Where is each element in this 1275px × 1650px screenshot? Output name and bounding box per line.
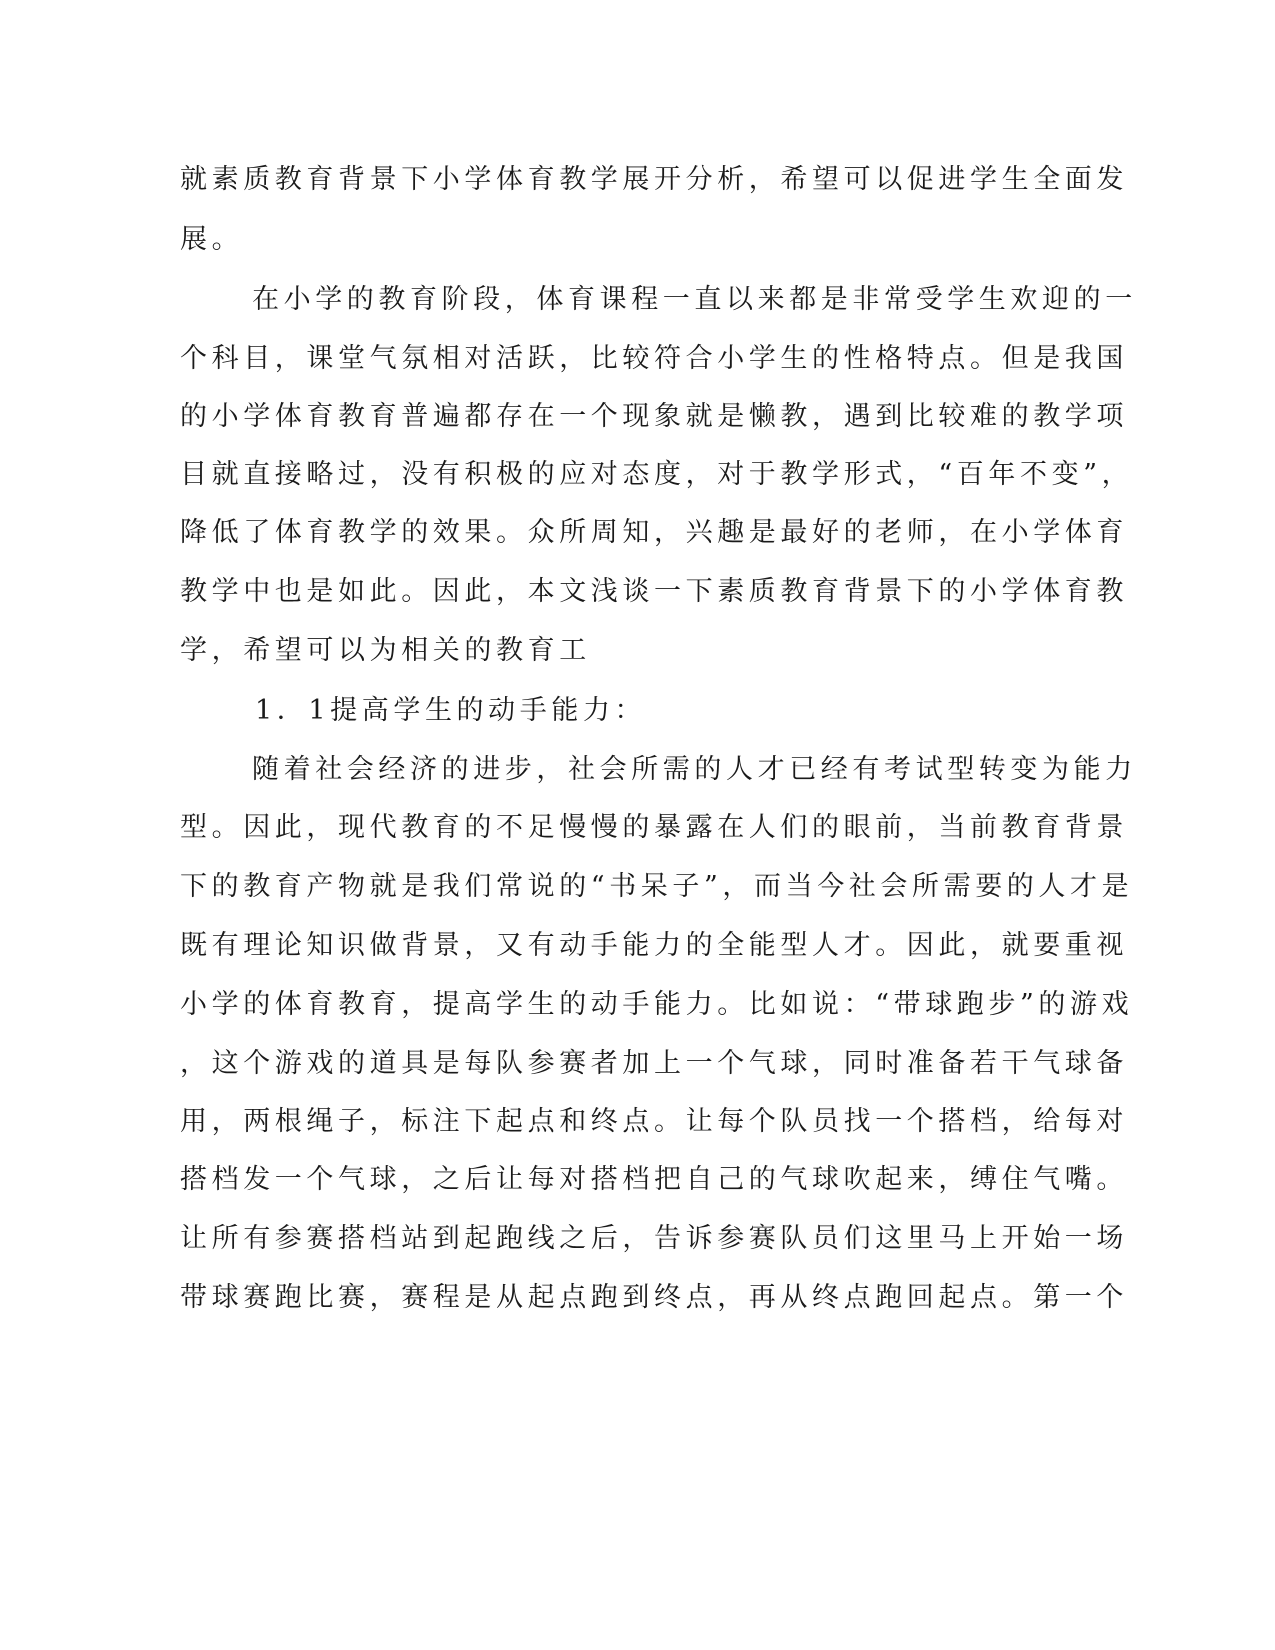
text-line: 用，两根绳子，标注下起点和终点。让每个队员找一个搭档，给每对 xyxy=(180,1106,1128,1137)
text-line: 目就直接略过，没有积极的应对态度，对于教学形式，“百年不变”， xyxy=(180,459,1134,490)
text-line: 展。 xyxy=(180,224,244,255)
paragraph-first-line: 在小学的教育阶段，体育课程一直以来都是非常受学生欢迎的一 xyxy=(252,284,1137,315)
paragraph-first-line: 随着社会经济的进步，社会所需的人才已经有考试型转变为能力 xyxy=(252,754,1137,785)
text-line: 让所有参赛搭档站到起跑线之后，告诉参赛队员们这里马上开始一场 xyxy=(180,1223,1128,1254)
text-line: 教学中也是如此。因此，本文浅谈一下素质教育背景下的小学体育教 xyxy=(180,576,1128,607)
text-line: 个科目，课堂气氛相对活跃，比较符合小学生的性格特点。但是我国 xyxy=(180,343,1128,374)
section-heading: 1．1提高学生的动手能力： xyxy=(255,695,647,726)
text-line: 就素质教育背景下小学体育教学展开分析，希望可以促进学生全面发 xyxy=(180,164,1128,195)
text-line: ，这个游戏的道具是每队参赛者加上一个气球，同时准备若干气球备 xyxy=(180,1048,1128,1079)
text-line: 带球赛跑比赛，赛程是从起点跑到终点，再从终点跑回起点。第一个 xyxy=(180,1282,1128,1313)
text-line: 降低了体育教学的效果。众所周知，兴趣是最好的老师，在小学体育 xyxy=(180,517,1128,548)
text-line: 学，希望可以为相关的教育工 xyxy=(180,635,591,666)
text-line: 型。因此，现代教育的不足慢慢的暴露在人们的眼前，当前教育背景 xyxy=(180,812,1128,843)
text-line: 下的教育产物就是我们常说的“书呆子”，而当今社会所需要的人才是 xyxy=(180,871,1134,902)
text-line: 既有理论知识做背景，又有动手能力的全能型人才。因此，就要重视 xyxy=(180,930,1128,961)
text-line: 搭档发一个气球，之后让每对搭档把自己的气球吹起来，缚住气嘴。 xyxy=(180,1164,1128,1195)
text-line: 小学的体育教育，提高学生的动手能力。比如说：“带球跑步”的游戏 xyxy=(180,989,1134,1020)
text-line: 的小学体育教育普遍都存在一个现象就是懒教，遇到比较难的教学项 xyxy=(180,401,1128,432)
